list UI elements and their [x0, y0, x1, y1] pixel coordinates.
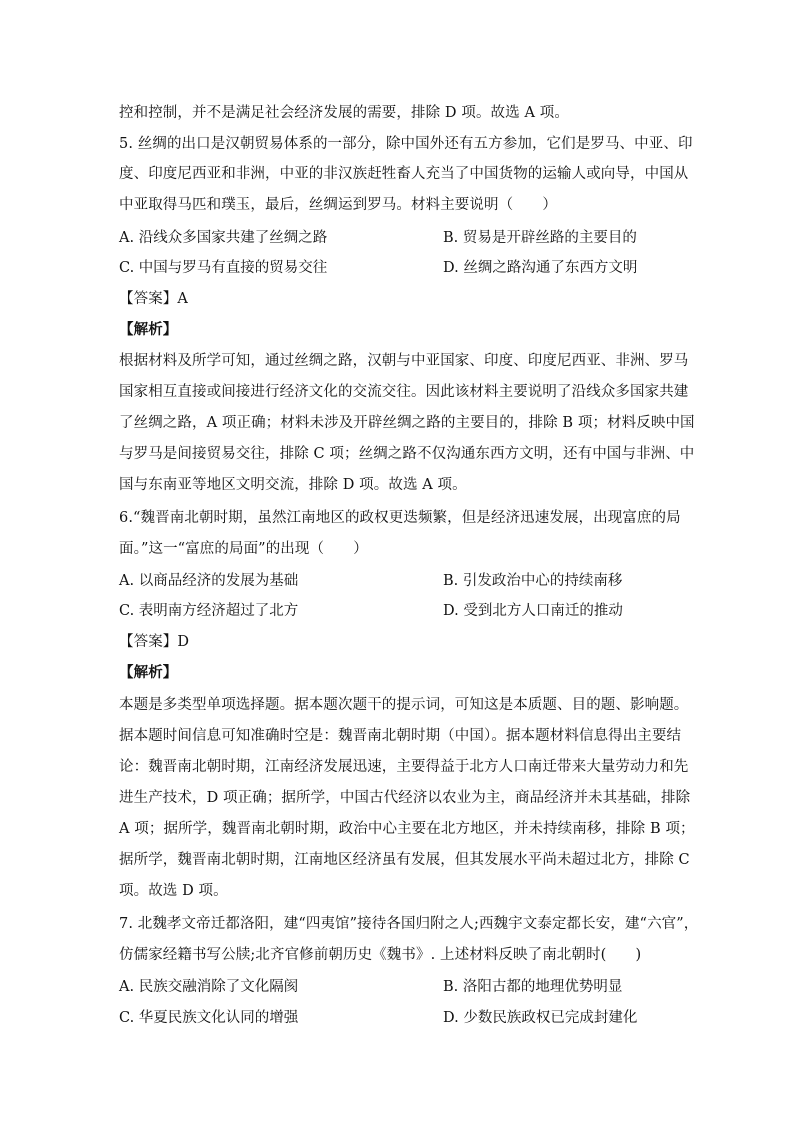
q5-stem-line-3: 中亚取得马匹和璞玉，最后，丝绸运到罗马。材料主要说明（ ）	[119, 197, 557, 213]
q6-analysis-label: 【解析】	[119, 664, 178, 681]
q6-option-d: D. 受到北方人口南迁的推动	[443, 603, 623, 619]
q6-analysis-line-6: 据所学，魏晋南北朝时期，江南地区经济虽有发展，但其发展水平尚未超过北方，排除 C	[119, 852, 690, 868]
q7-option-a: A. 民族交融消除了文化隔阂	[119, 979, 299, 995]
q7-stem-line-2: 仿儒家经籍书写公牍;北齐官修前朝历史《魏书》. 上述材料反映了南北朝时( )	[119, 947, 642, 963]
q6-analysis-line-5: A 项；据所学，魏晋南北朝时期，政治中心主要在北方地区，并未持续南移，排除 B 项；	[119, 821, 695, 837]
q5-analysis-line-1: 根据材料及所学可知，通过丝绸之路，汉朝与中亚国家、印度、印度尼西亚、非洲、罗马	[119, 353, 689, 369]
q6-option-a: A. 以商品经济的发展为基础	[119, 573, 299, 589]
q5-option-b: B. 贸易是开辟丝路的主要目的	[443, 230, 637, 246]
q6-answer: 【答案】D	[119, 634, 190, 650]
q6-analysis-line-7: 项。故选 D 项。	[119, 883, 228, 899]
q6-analysis-line-2: 据本题时间信息可知准确时空是：魏晋南北朝时期（中国）。据本题材料信息得出主要结	[119, 728, 682, 744]
q5-analysis-line-3: 了丝绸之路，A 项正确；材料未涉及开辟丝绸之路的主要目的，排除 B 项；材料反映中国	[119, 415, 695, 431]
q6-stem-line-1: 6.“魏晋南北朝时期，虽然江南地区的政权更迭频繁，但是经济迅速发展，出现富庶的局	[119, 510, 681, 526]
q7-option-d: D. 少数民族政权已完成封建化	[443, 1010, 638, 1026]
q5-analysis-label: 【解析】	[119, 321, 178, 338]
q5-answer: 【答案】A	[119, 291, 188, 307]
q5-option-d: D. 丝绸之路沟通了东西方文明	[443, 260, 638, 276]
q5-option-a: A. 沿线众多国家共建了丝绸之路	[119, 230, 328, 246]
q7-option-b: B. 洛阳古都的地理优势明显	[443, 979, 623, 995]
q6-analysis-line-1: 本题是多类型单项选择题。据本题次题干的提示词，可知这是本质题、目的题、影响题。	[119, 697, 689, 713]
q6-analysis-line-4: 进生产技术，D 项正确；据所学，中国古代经济以农业为主，商品经济并未其基础，排除	[119, 790, 691, 806]
q5-stem-line-2: 度、印度尼西亚和非洲，中亚的非汉族赶牲畜人充当了中国货物的运输人或向导，中国从	[119, 166, 689, 182]
previous-analysis-tail: 控和控制，并不是满足社会经济发展的需要，排除 D 项。故选 A 项。	[119, 105, 569, 121]
q5-option-c: C. 中国与罗马有直接的贸易交往	[119, 260, 328, 276]
q6-stem-line-2: 面。”这一“富庶的局面”的出现（ ）	[119, 541, 368, 557]
q7-option-c: C. 华夏民族文化认同的增强	[119, 1010, 299, 1026]
q5-stem-line-1: 5. 丝绸的出口是汉朝贸易体系的一部分，除中国外还有五方参加，它们是罗马、中亚、印	[119, 136, 693, 152]
q6-option-c: C. 表明南方经济超过了北方	[119, 603, 299, 619]
q5-analysis-line-4: 与罗马是间接贸易交往，排除 C 项；丝绸之路不仅沟通东西方文明，还有中国与非洲、中	[119, 446, 695, 462]
q5-analysis-line-2: 国家相互直接或间接进行经济文化的交流交往。因此该材料主要说明了沿线众多国家共建	[119, 384, 689, 400]
q6-analysis-line-3: 论：魏晋南北朝时期，江南经济发展迅速，主要得益于北方人口南迁带来大量劳动力和先	[119, 759, 689, 775]
q5-analysis-line-5: 国与东南亚等地区文明交流，排除 D 项。故选 A 项。	[119, 477, 467, 493]
q6-option-b: B. 引发政治中心的持续南移	[443, 573, 623, 589]
q7-stem-line-1: 7. 北魏孝文帝迁都洛阳，建“四夷馆”接待各国归附之人;西魏宇文泰定都长安，建“六官”，	[119, 916, 699, 932]
